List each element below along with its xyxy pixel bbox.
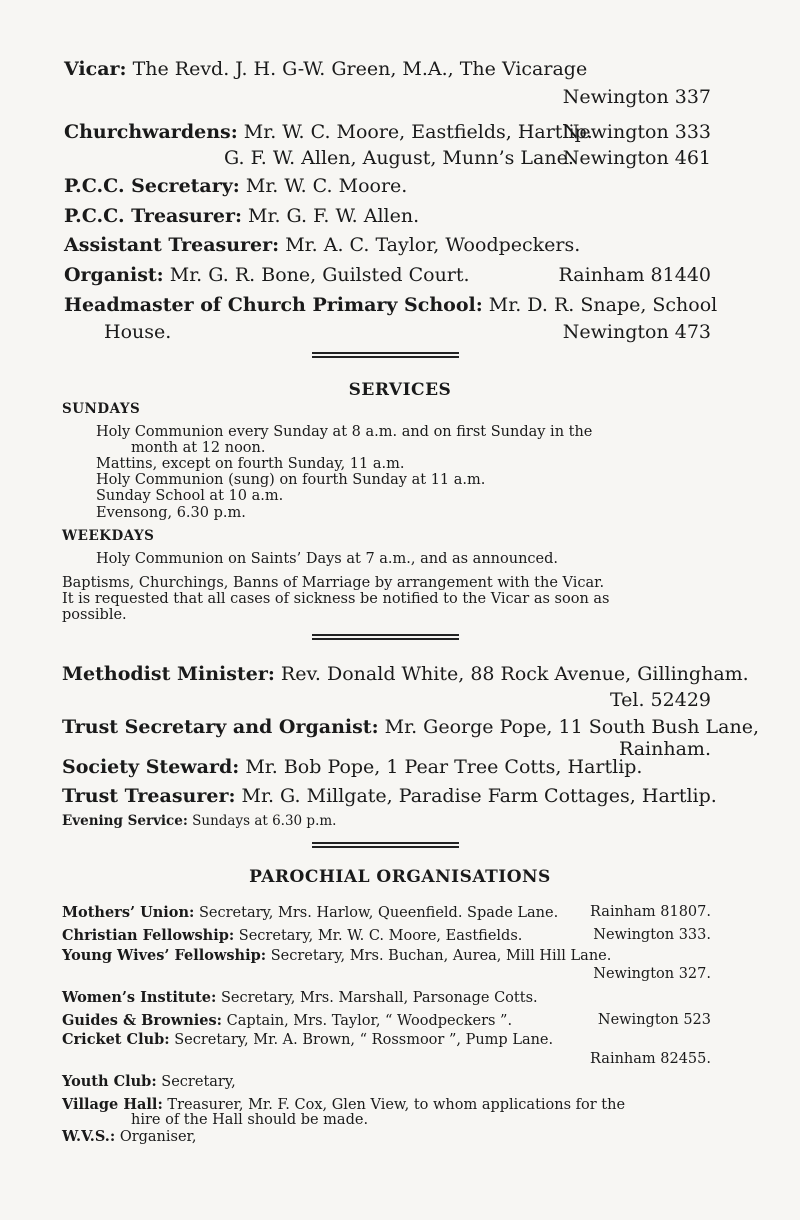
headmaster-line	[64, 294, 717, 316]
headmaster-tel: Newington 473	[562, 321, 711, 343]
services-note-1: Baptisms, Churchings, Banns of Marriage by arrangement with the Vicar.	[62, 575, 605, 591]
methodist-minister: Rev. Donald White, 88 Rock Avenue, Gillingham.	[280, 663, 749, 685]
divider-3	[312, 842, 459, 848]
youth-club: Secretary,	[161, 1074, 236, 1090]
vicar-tel: Newington 337	[562, 86, 711, 108]
society-steward-label: Society Steward:	[62, 756, 240, 778]
churchwardens-line	[64, 121, 593, 143]
evening-service-line	[62, 813, 336, 829]
pcc-treasurer-line	[64, 205, 419, 227]
sundays-label: SUNDAYS	[62, 401, 141, 417]
youth-club-line	[62, 1073, 236, 1090]
young-wives-line	[62, 947, 611, 964]
guides-brownies-line	[62, 1012, 512, 1029]
organist: Mr. G. R. Bone, Guilsted Court.	[169, 264, 470, 286]
pcc-secretary-line	[64, 175, 407, 197]
trust-secretary: Mr. George Pope, 11 South Bush Lane,	[384, 716, 760, 738]
christian-fellowship-tel: Newington 333.	[593, 927, 711, 943]
parochial-heading: PAROCHIAL ORGANISATIONS	[249, 867, 551, 887]
sunday-service-4: Sunday School at 10 a.m.	[96, 488, 284, 504]
methodist-minister-label: Methodist Minister:	[62, 663, 275, 685]
assistant-treasurer-label: Assistant Treasurer:	[64, 234, 280, 256]
headmaster: Mr. D. R. Snape, School	[488, 294, 718, 316]
wvs: Organiser,	[119, 1129, 197, 1145]
society-steward: Mr. Bob Pope, 1 Pear Tree Cotts, Hartlip.	[245, 756, 643, 778]
youth-club-label: Youth Club:	[62, 1073, 157, 1090]
sunday-service-3: Holy Communion (sung) on fourth Sunday at 11 a.m.	[96, 472, 486, 488]
christian-fellowship-line	[62, 927, 522, 944]
organist-line	[64, 264, 470, 286]
sunday-service-2: Mattins, except on fourth Sunday, 11 a.m.	[96, 456, 405, 472]
weekday-service-1: Holy Communion on Saints’ Days at 7 a.m., and as announced.	[96, 551, 558, 567]
sunday-service-5: Evensong, 6.30 p.m.	[96, 505, 246, 521]
headmaster-label: Headmaster of Church Primary School:	[64, 294, 483, 316]
christian-fellowship: Secretary, Mr. W. C. Moore, Eastfields.	[238, 928, 523, 944]
mothers-union-tel: Rainham 81807.	[590, 904, 711, 920]
churchwarden-1-tel: Newington 333	[562, 121, 711, 143]
young-wives-label: Young Wives’ Fellowship:	[62, 947, 267, 964]
weekdays-label: WEEKDAYS	[62, 528, 155, 544]
trust-secretary-cont: Rainham.	[618, 738, 711, 760]
divider-1	[312, 352, 459, 358]
wvs-label: W.V.S.:	[62, 1128, 116, 1145]
mothers-union-line	[62, 904, 558, 921]
pcc-secretary: Mr. W. C. Moore.	[245, 175, 408, 197]
churchwarden-2: G. F. W. Allen, August, Munn’s Lane.	[224, 147, 574, 169]
churchwardens-label: Churchwardens:	[64, 121, 238, 143]
young-wives: Secretary, Mrs. Buchan, Aurea, Mill Hill Lane.	[270, 948, 612, 964]
pcc-treasurer: Mr. G. F. W. Allen.	[248, 205, 420, 227]
womens-institute: Secretary, Mrs. Marshall, Parsonage Cotts.	[220, 990, 538, 1006]
pcc-secretary-label: P.C.C. Secretary:	[64, 175, 240, 197]
christian-fellowship-label: Christian Fellowship:	[62, 927, 235, 944]
guides-brownies: Captain, Mrs. Taylor, “ Woodpeckers ”.	[226, 1013, 513, 1029]
pcc-treasurer-label: P.C.C. Treasurer:	[64, 205, 242, 227]
organist-tel: Rainham 81440	[558, 264, 711, 286]
churchwarden-2-tel: Newington 461	[562, 147, 711, 169]
services-heading: SERVICES	[348, 380, 452, 400]
vicar-line	[64, 58, 587, 80]
trust-treasurer-label: Trust Treasurer:	[62, 785, 236, 807]
village-hall-label: Village Hall:	[62, 1096, 163, 1113]
methodist-minister-tel: Tel. 52429	[609, 689, 711, 711]
mothers-union: Secretary, Mrs. Harlow, Queenfield. Spade Lane.	[198, 905, 559, 921]
womens-institute-label: Women’s Institute:	[62, 989, 217, 1006]
cricket-club-line	[62, 1031, 553, 1048]
mothers-union-label: Mothers’ Union:	[62, 904, 195, 921]
village-hall: Treasurer, Mr. F. Cox, Glen View, to whom applications for the	[167, 1097, 626, 1113]
cricket-club-tel: Rainham 82455.	[590, 1051, 711, 1067]
wvs-line	[62, 1128, 197, 1145]
cricket-club: Secretary, Mr. A. Brown, “ Rossmoor ”, Pump Lane.	[174, 1032, 554, 1048]
village-hall-cont: hire of the Hall should be made.	[131, 1112, 369, 1128]
divider-2	[312, 634, 459, 640]
society-steward-line	[62, 756, 642, 778]
assistant-treasurer-line	[64, 234, 580, 256]
guides-brownies-label: Guides & Brownies:	[62, 1012, 222, 1029]
trust-treasurer-line	[62, 785, 717, 807]
trust-secretary-label: Trust Secretary and Organist:	[62, 716, 379, 738]
evening-service: Sundays at 6.30 p.m.	[192, 813, 337, 829]
services-note-2: It is requested that all cases of sickness be notified to the Vicar as soon as	[62, 591, 610, 607]
sunday-service-1: Holy Communion every Sunday at 8 a.m. and on first Sunday in the	[96, 424, 593, 440]
trust-treasurer: Mr. G. Millgate, Paradise Farm Cottages, Hartlip.	[241, 785, 717, 807]
evening-service-label: Evening Service:	[62, 813, 188, 829]
cricket-club-label: Cricket Club:	[62, 1031, 170, 1048]
methodist-minister-line	[62, 663, 749, 685]
churchwarden-1: Mr. W. C. Moore, Eastfields, Hartlip.	[243, 121, 593, 143]
guides-brownies-tel: Newington 523	[597, 1012, 711, 1028]
organist-label: Organist:	[64, 264, 164, 286]
services-note-3: possible.	[62, 607, 127, 623]
sunday-service-1-cont: month at 12 noon.	[131, 440, 266, 456]
vicar-label: Vicar:	[64, 58, 127, 80]
trust-secretary-line	[62, 716, 759, 738]
village-hall-line	[62, 1096, 625, 1113]
vicar-name: The Revd. J. H. G-W. Green, M.A., The Vicarage	[132, 58, 588, 80]
young-wives-tel: Newington 327.	[593, 966, 711, 982]
assistant-treasurer: Mr. A. C. Taylor, Woodpeckers.	[285, 234, 581, 256]
womens-institute-line	[62, 989, 538, 1006]
headmaster-cont: House.	[104, 321, 172, 343]
